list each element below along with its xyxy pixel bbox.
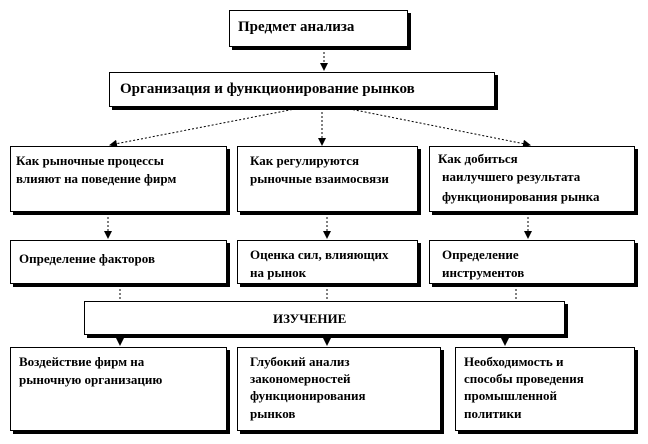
method-box-3: [429, 240, 635, 284]
method-box-1: [10, 240, 227, 284]
question-3-line-1: Как добиться: [438, 151, 518, 166]
result-box-3: [455, 347, 635, 431]
result-3-line-3: промышленной: [464, 388, 557, 403]
question-box-2: [237, 146, 418, 212]
result-3-line-2: способы проведения: [464, 371, 584, 386]
question-3-line-2: наилучшего результата: [442, 169, 581, 184]
result-3-line-4: политики: [464, 406, 522, 421]
subject-of-analysis-title: Предмет анализа: [238, 19, 355, 35]
result-3-line-1: Необходимость и: [464, 354, 564, 369]
question-box-3: [429, 146, 635, 212]
result-2-line-3: функционирования: [250, 388, 366, 403]
subject-of-analysis-box: [229, 10, 408, 47]
method-2-line-1: Оценка сил, влияющих: [250, 247, 389, 262]
result-2-line-2: закономерностей: [250, 371, 351, 386]
question-2-line-1: Как регулируются: [250, 153, 360, 168]
result-box-2: [237, 347, 441, 431]
method-box-2: [237, 240, 418, 284]
method-1-line-1: Определение факторов: [19, 251, 155, 266]
result-2-line-4: рынков: [250, 406, 296, 421]
markets-organization-box: [109, 72, 495, 107]
result-box-1: [10, 347, 227, 431]
result-1-line-2: рыночную организацию: [19, 372, 163, 387]
result-2-line-1: Глубокий анализ: [250, 354, 350, 369]
study-box: [84, 301, 565, 335]
question-3-line-3: функционирования рынка: [442, 189, 600, 204]
question-1-line-2: влияют на поведение фирм: [16, 171, 177, 186]
result-1-line-1: Воздействие фирм на: [19, 354, 145, 369]
arrow-second-to-q3: [345, 108, 530, 145]
question-box-1: [10, 146, 227, 212]
arrow-second-to-q1: [110, 108, 300, 145]
markets-organization-title: Организация и функционирование рынков: [120, 81, 415, 97]
question-2-line-2: рыночные взаимосвязи: [250, 171, 389, 186]
question-1-line-1: Как рыночные процессы: [16, 153, 164, 168]
method-3-line-2: инструментов: [442, 265, 525, 280]
method-3-line-1: Определение: [442, 247, 519, 262]
study-title: ИЗУЧЕНИЕ: [273, 311, 347, 326]
method-2-line-2: на рынок: [250, 265, 307, 280]
